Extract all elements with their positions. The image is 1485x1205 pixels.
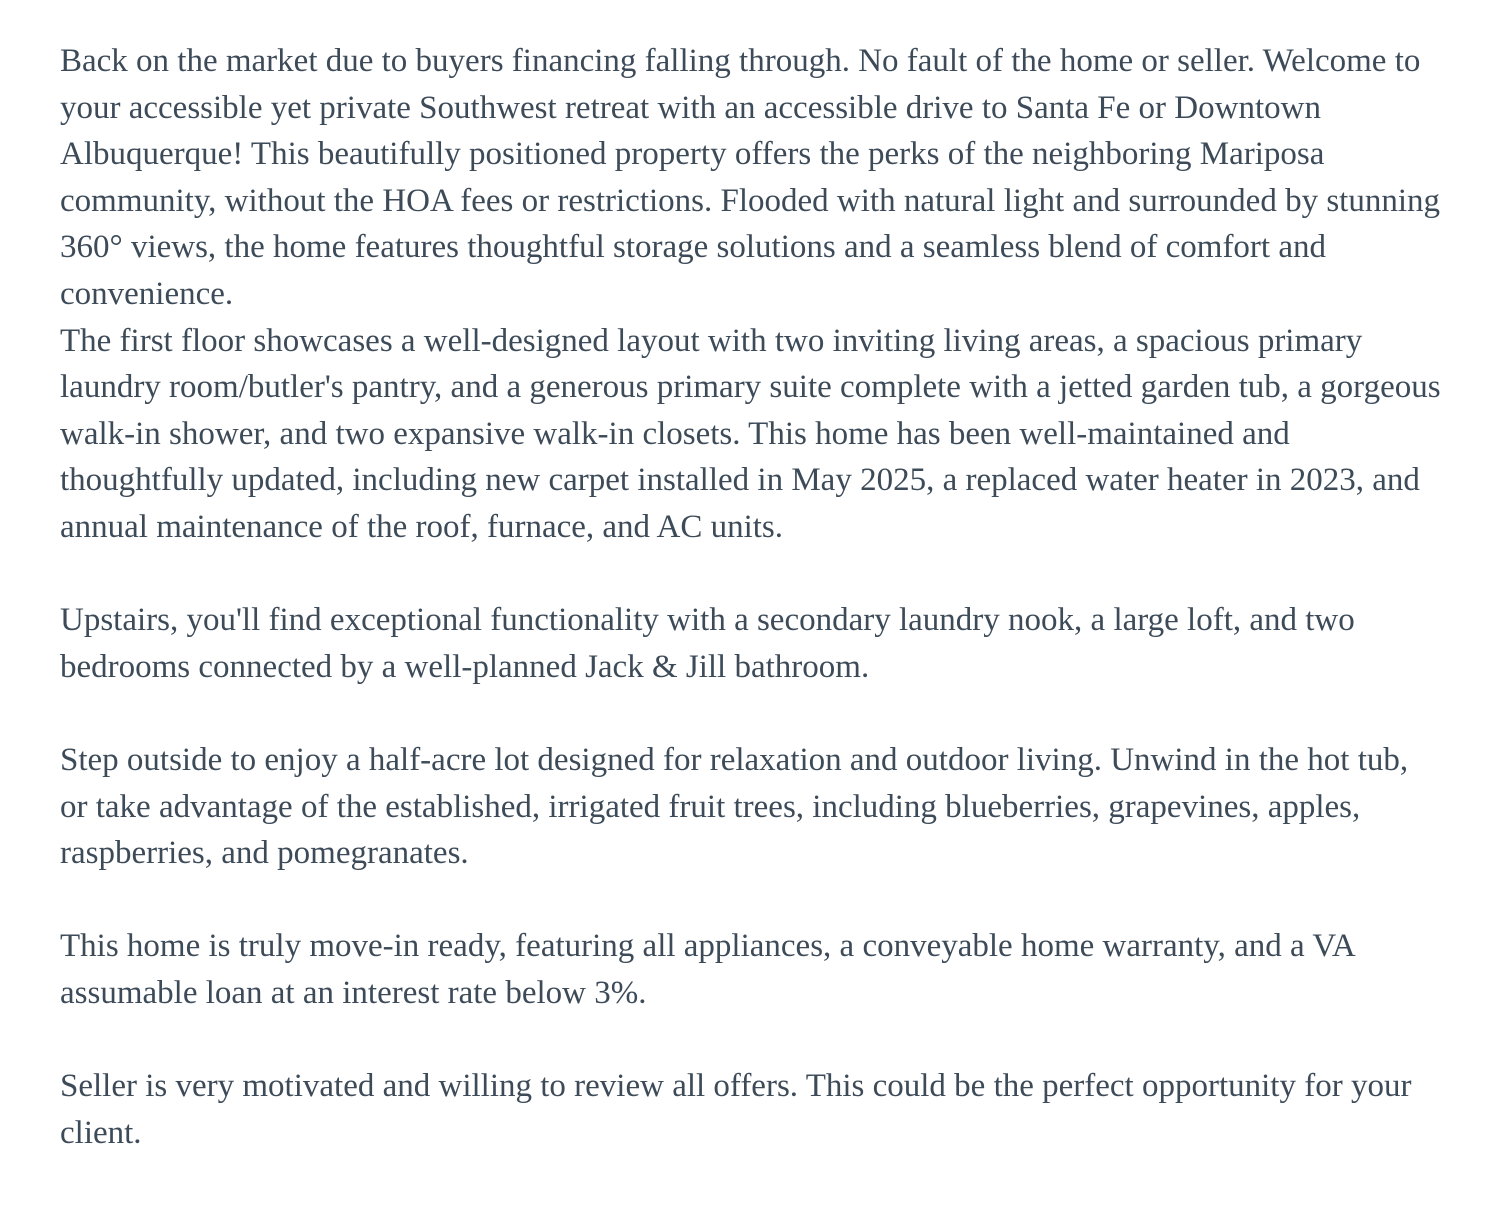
listing-description bbox=[60, 38, 1442, 1156]
paragraph-upstairs: Upstairs, you'll find exceptional functionality with a secondary laundry nook, a large loft, and two bedrooms connected by a well-planned Jack & Jill bathroom. bbox=[60, 602, 1355, 685]
paragraph-intro: Back on the market due to buyers financing falling through. No fault of the home or seller. Welcome to your accessible yet private Southwest retreat with an accessible drive to Santa Fe or Downtown Albuquerque! This beautifully positioned property offers the perks of the neighboring Mariposa community, without the HOA fees or restrictions. Flooded with natural light and surrounded by stunning 360° views, the home features thoughtful storage solutions and a seamless blend of comfort and convenience. bbox=[60, 43, 1441, 312]
paragraph-outside: Step outside to enjoy a half-acre lot designed for relaxation and outdoor living. Unwind in the hot tub, or take advantage of the established, irrigated fruit trees, including blueberries, grapevines, apples, raspberries, and pomegranates. bbox=[60, 741, 1409, 872]
paragraph-first-floor: The first floor showcases a well-designed layout with two inviting living areas, a spacious primary laundry room/butler's pantry, and a generous primary suite complete with a jetted garden tub, a gorgeous walk-in shower, and two expansive walk-in closets. This home has been well-maintained and thoughtfully updated, including new carpet installed in May 2025, a replaced water heater in 2023, and annual maintenance of the roof, furnace, and AC units. bbox=[60, 322, 1441, 545]
paragraph-seller-motivated: Seller is very motivated and willing to review all offers. This could be the perfect opportunity for your client. bbox=[60, 1068, 1412, 1151]
paragraph-move-in-ready: This home is truly move-in ready, featuring all appliances, a conveyable home warranty, and a VA assumable loan at an interest rate below 3%. bbox=[60, 928, 1354, 1011]
